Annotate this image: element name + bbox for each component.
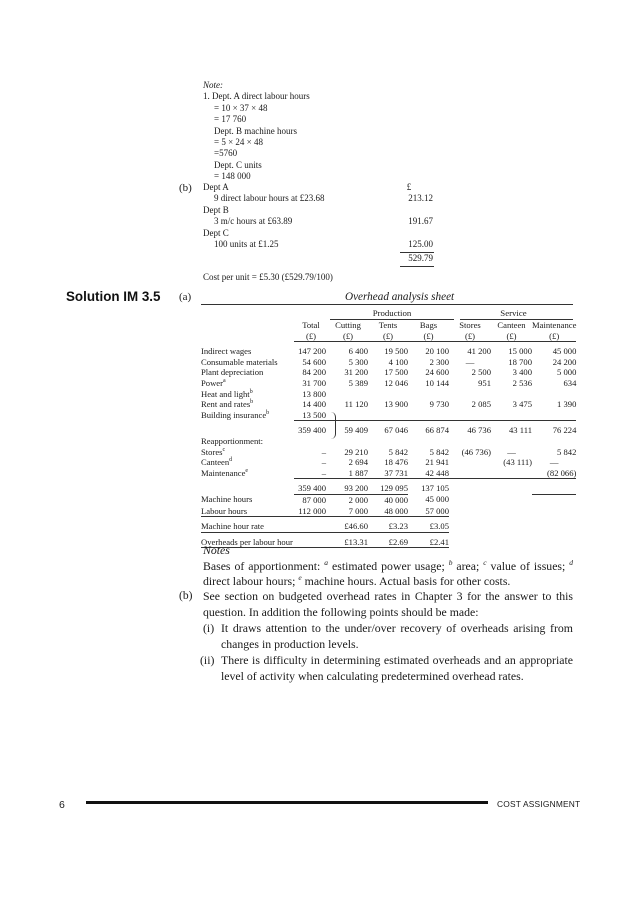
note-line: = 148 000 — [214, 171, 251, 182]
table-row — [201, 494, 576, 505]
table-cell — [491, 410, 532, 421]
table-cell: (43 111) — [503, 457, 532, 468]
column-header: Maintenance — [532, 320, 577, 330]
table-cell — [449, 457, 491, 468]
bases-paragraph — [203, 559, 573, 590]
table-row — [201, 346, 576, 357]
row-label-text: Maintenance — [201, 467, 246, 478]
table-cell: 2 000 — [348, 494, 368, 505]
column-unit: (£) — [294, 331, 328, 342]
overhead-sheet-title: Overhead analysis sheet — [345, 291, 455, 303]
table-cell: 359 400 — [294, 483, 328, 494]
footnote-mark: d — [569, 557, 574, 567]
table-cell: £2.41 — [408, 537, 449, 548]
row-label-text: Canteen — [201, 457, 230, 468]
table-cell: 84 200 — [302, 367, 326, 378]
table-cell — [294, 521, 328, 532]
overhead-analysis-table — [201, 320, 576, 548]
table-cell: — — [465, 356, 475, 367]
note-line: 1. Dept. A direct labour hours — [203, 91, 310, 102]
note-line: = 17 760 — [214, 114, 247, 125]
row-label-text: Heat and light — [201, 388, 250, 399]
row-label — [201, 399, 294, 410]
column-unit: (£) — [491, 331, 532, 342]
table-unit-row — [201, 331, 576, 342]
table-cell: (82 066) — [532, 468, 576, 479]
notes-heading: Notes — [203, 543, 230, 557]
row-label: Consumable materials — [201, 356, 278, 367]
note-line: = 10 × 37 × 48 — [214, 102, 268, 113]
table-row — [201, 410, 576, 421]
row-label — [201, 378, 294, 389]
table-cell: £3.23 — [368, 521, 408, 532]
table-cell: 6 400 — [348, 346, 368, 357]
table-cell: 5 389 — [348, 377, 368, 388]
table-cell: 29 210 — [344, 446, 368, 457]
table-cell: 4 100 — [388, 356, 408, 367]
table-cell: 2 085 — [471, 399, 491, 410]
note-line: = 5 × 24 × 48 — [214, 137, 263, 148]
part-a-label: (a) — [179, 291, 192, 303]
footnote-mark: b — [249, 388, 253, 395]
footnote-mark: c — [222, 446, 226, 453]
table-cell: 76 224 — [552, 425, 577, 436]
table-cell: 129 095 — [368, 483, 408, 494]
column-unit: (£) — [449, 331, 491, 342]
footnote-mark: b — [448, 557, 453, 567]
table-row — [201, 468, 576, 479]
row-label — [201, 425, 294, 436]
table-cell: £2.69 — [368, 537, 408, 548]
table-row — [201, 425, 576, 436]
row-label — [201, 457, 294, 468]
table-cell: 359 400 — [298, 425, 326, 436]
bases-text: machine hours. Actual basis for other costs. — [301, 574, 511, 589]
table-cell: — — [507, 446, 516, 457]
footnote-mark: b — [266, 409, 270, 416]
row-label: Reapportionment: — [201, 435, 264, 446]
part-b2-label: (b) — [179, 590, 193, 602]
table-cell: – — [294, 468, 328, 479]
table-cell: 5 300 — [348, 356, 368, 367]
table-cell: 9 730 — [429, 399, 449, 410]
row-label: Machine hour rate — [201, 521, 294, 532]
table-cell: 2 694 — [348, 457, 368, 468]
table-cell: 1 887 — [328, 468, 368, 479]
bases-text: value of issues; — [486, 558, 570, 573]
notes-block — [203, 543, 573, 590]
table-cell — [449, 468, 491, 479]
table-cell: 17 500 — [384, 367, 408, 378]
table-cell: — — [549, 457, 559, 468]
table-row — [201, 378, 576, 389]
column-unit: (£) — [328, 331, 368, 342]
table-row — [201, 483, 576, 494]
table-cell — [408, 410, 449, 421]
column-unit: (£) — [532, 331, 576, 342]
column-header: Stores — [459, 320, 481, 330]
table-row — [201, 357, 576, 368]
footnote-mark: a — [324, 557, 329, 567]
table-cell — [532, 483, 576, 494]
cost-line: 9 direct labour hours at £23.68 — [214, 193, 325, 204]
footnote-mark: e — [298, 573, 302, 583]
table-row — [201, 436, 576, 447]
row-label-text: Building insurance — [201, 409, 267, 420]
table-row — [201, 447, 576, 458]
table-cell: 3 475 — [512, 399, 532, 410]
table-row — [201, 399, 576, 410]
footnote-mark: b — [250, 399, 254, 406]
table-cell: 1 390 — [557, 399, 577, 410]
note-block — [203, 80, 310, 183]
table-cell: 43 111 — [509, 425, 532, 436]
table-cell — [449, 410, 491, 421]
row-label: Machine hours — [201, 494, 253, 505]
table-cell: – — [321, 446, 326, 457]
table-cell: 3 400 — [512, 367, 532, 378]
table-row — [201, 457, 576, 468]
row-label: Labour hours — [201, 506, 294, 517]
table-cell: 15 000 — [508, 346, 532, 357]
table-cell — [201, 331, 294, 342]
table-cell — [491, 468, 532, 479]
table-cell: 67 046 — [384, 425, 408, 436]
table-cell: 48 000 — [368, 506, 408, 517]
table-cell: £3.05 — [408, 521, 449, 532]
table-cell: 24 600 — [425, 367, 449, 378]
table-row — [201, 389, 576, 400]
table-cell — [532, 410, 576, 421]
cost-line: 100 units at £1.25 — [214, 239, 279, 250]
column-header: Cutting — [335, 320, 361, 330]
row-label — [201, 447, 294, 458]
footnote-mark: e — [245, 467, 249, 474]
cost-per-unit: Cost per unit = £5.30 (£529.79/100) — [203, 272, 333, 282]
row-label-text: Rent and rates — [201, 399, 251, 410]
currency-symbol: £ — [406, 182, 412, 192]
row-label — [201, 410, 294, 421]
footnote-mark: c — [483, 557, 487, 567]
point-ii-text: There is difficulty in determining estimated overheads and an appropriate level of activity when calculating predetermined overhead rates. — [221, 653, 573, 683]
cost-line: Dept B — [203, 204, 229, 215]
table-cell: 42 448 — [408, 468, 449, 479]
table-cell: 5 842 — [388, 446, 408, 457]
footnote-mark: a — [222, 378, 226, 385]
cost-line: Dept A — [203, 182, 229, 192]
total-rule — [400, 266, 434, 267]
table-cell: 12 046 — [384, 377, 408, 388]
cost-line: 3 m/c hours at £63.89 — [214, 216, 293, 227]
table-cell — [201, 320, 294, 331]
note-line: Dept. B machine hours — [214, 125, 297, 136]
note-line: Dept. C units — [214, 159, 262, 170]
footer-rule — [86, 801, 488, 804]
bases-text: estimated power usage; — [328, 558, 449, 573]
bases-text: Bases of apportionment: — [203, 558, 325, 573]
table-cell: 13 900 — [384, 399, 408, 410]
table-cell: 112 000 — [294, 506, 328, 517]
row-label — [201, 389, 294, 400]
table-cell: 13 800 — [302, 388, 326, 399]
table-cell: 21 941 — [425, 457, 449, 468]
table-cell: (46 736) — [461, 446, 491, 457]
part-b2-text: See section on budgeted overhead rates in Chapter 3 for the answer to this question. In addition the following points should be made: — [203, 589, 573, 619]
point-i-label: (i) — [203, 621, 215, 635]
bases-text: direct labour hours; — [203, 574, 299, 589]
table-cell: 45 000 — [425, 494, 449, 505]
page-number: 6 — [59, 799, 65, 811]
row-label-text: Stores — [201, 446, 223, 457]
table-cell: 147 200 — [298, 346, 326, 357]
column-unit: (£) — [408, 331, 449, 342]
table-cell: £46.60 — [328, 521, 368, 532]
group-service: Service — [500, 308, 527, 318]
table-row — [201, 367, 576, 378]
table-cell: 54 600 — [302, 356, 326, 367]
table-cell: 87 000 — [302, 494, 326, 505]
column-unit: (£) — [368, 331, 408, 342]
table-cell: 5 842 — [557, 446, 577, 457]
table-cell: 19 500 — [384, 346, 408, 357]
table-cell: 18 476 — [384, 457, 408, 468]
table-cell: 634 — [563, 377, 577, 388]
column-header: Total — [302, 320, 320, 330]
cost-amount: 213.12 — [408, 193, 433, 203]
table-cell: 20 100 — [425, 346, 449, 357]
table-cell: 41 200 — [467, 346, 491, 357]
table-cell: – — [321, 457, 326, 468]
table-cell: 951 — [478, 377, 491, 388]
table-cell: 2 300 — [429, 356, 449, 367]
point-ii-label: (ii) — [200, 653, 215, 667]
footnote-mark: d — [229, 457, 233, 464]
solution-label: Solution IM 3.5 — [66, 289, 161, 304]
cost-calculation — [203, 182, 443, 292]
table-cell: 93 200 — [328, 483, 368, 494]
table-cell: 11 120 — [344, 399, 368, 410]
table-cell — [368, 410, 408, 421]
table-row — [201, 521, 576, 532]
part-b-label: (b) — [179, 182, 192, 194]
table-row — [201, 506, 576, 517]
table-cell: 10 144 — [425, 377, 449, 388]
apportionment-brace — [331, 412, 336, 439]
note-line: =5760 — [214, 148, 238, 159]
cost-line: Dept C — [203, 227, 229, 238]
note-heading: Note: — [203, 80, 223, 90]
table-cell: 5 842 — [429, 446, 449, 457]
point-i-text: It draws attention to the under/over recovery of overheads arising from changes in production levels. — [221, 621, 573, 651]
table-cell: 31 200 — [344, 367, 368, 378]
column-header: Tents — [378, 320, 398, 330]
column-header: Bags — [419, 320, 438, 330]
table-cell: 59 409 — [344, 425, 368, 436]
cost-amount: 191.67 — [408, 216, 433, 226]
table-cell: 14 400 — [302, 399, 326, 410]
title-rule — [201, 304, 573, 305]
table-cell: 24 200 — [552, 356, 577, 367]
bases-text: area; — [452, 558, 484, 573]
cost-amount: 125.00 — [408, 239, 433, 249]
column-header: Canteen — [497, 320, 526, 330]
table-cell: 5 000 — [557, 367, 577, 378]
row-label — [201, 483, 294, 494]
table-cell: 46 736 — [467, 425, 491, 436]
group-production: Production — [372, 308, 412, 318]
table-cell: 40 000 — [384, 494, 408, 505]
table-cell: 18 700 — [508, 356, 532, 367]
table-cell: 66 874 — [425, 425, 449, 436]
table-cell: 2 500 — [471, 367, 491, 378]
table-cell: 13 500 — [294, 410, 328, 421]
table-cell: £13.31 — [328, 537, 368, 548]
table-header-row — [201, 320, 576, 331]
table-cell: 31 700 — [302, 377, 326, 388]
footer-section-title: COST ASSIGNMENT — [497, 799, 581, 809]
cost-total: 529.79 — [408, 253, 433, 263]
table-cell: 45 000 — [552, 346, 577, 357]
table-cell: 2 536 — [512, 377, 532, 388]
row-label: Overheads per labour hour — [201, 536, 293, 547]
table-cell: 37 731 — [368, 468, 408, 479]
table-cell: 7 000 — [328, 506, 368, 517]
row-label: Plant depreciation — [201, 367, 264, 378]
row-label — [201, 468, 294, 479]
table-cell: 57 000 — [408, 506, 449, 517]
row-label: Indirect wages — [201, 346, 252, 357]
row-label-text: Power — [201, 377, 223, 388]
table-cell: 137 105 — [421, 483, 449, 494]
